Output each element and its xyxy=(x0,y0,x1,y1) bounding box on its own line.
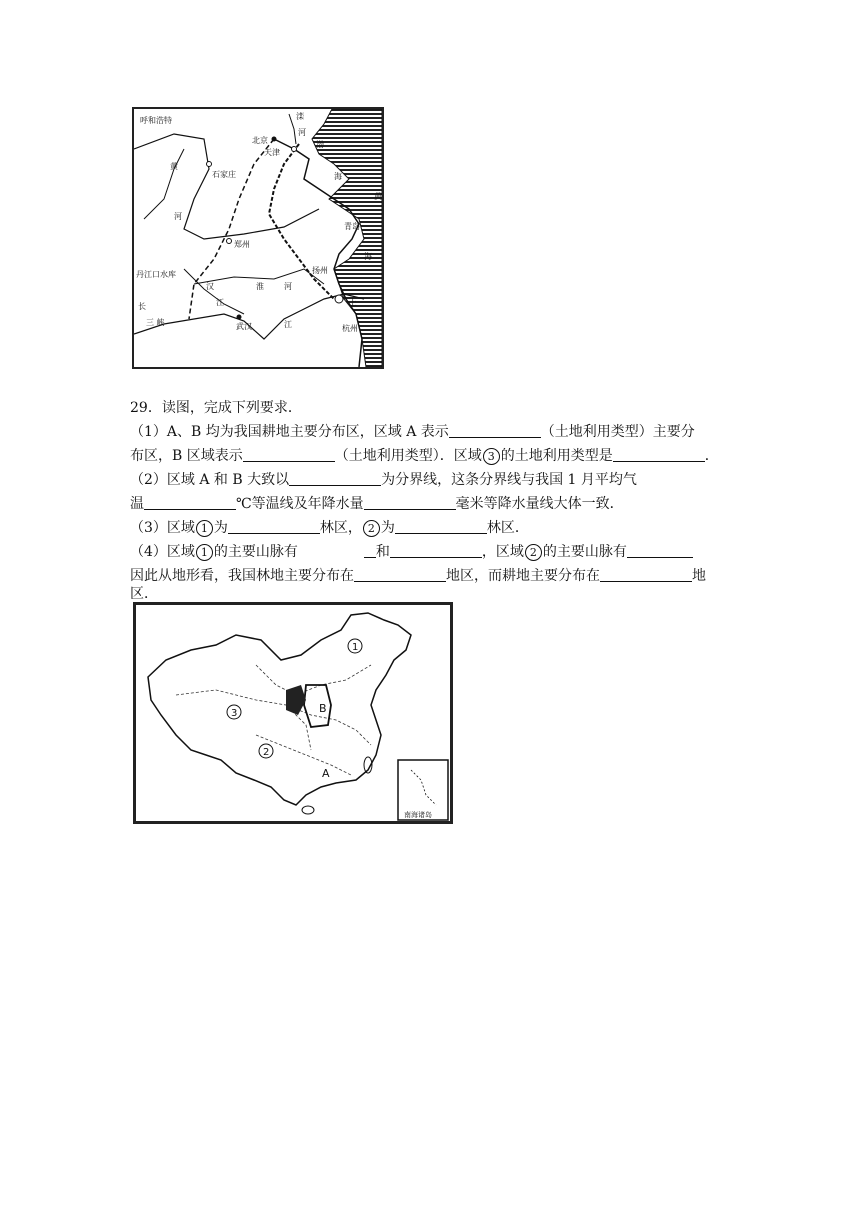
blank-q3-forest-1[interactable] xyxy=(228,518,320,534)
blank-q4-mountain-1[interactable] xyxy=(364,542,376,558)
q4-text-i: 区． xyxy=(130,586,158,602)
region-b-outline xyxy=(304,685,331,727)
circled-one: 1 xyxy=(196,520,213,537)
region-3-label: 3 xyxy=(231,708,238,719)
label-luan: 滦 xyxy=(296,112,304,121)
label-hai2: 海 xyxy=(364,252,372,261)
blank-q1-region-3[interactable] xyxy=(613,446,705,462)
region-a-label: A xyxy=(322,767,330,780)
q2-text-e: 毫米等降水量线大体一致． xyxy=(455,496,624,512)
q4-line-1 xyxy=(130,540,740,564)
blank-q2-boundary[interactable] xyxy=(289,470,381,486)
label-tianjin: 天津 xyxy=(264,148,280,157)
china-map-drawing xyxy=(136,605,450,821)
q3-text-a: （3）区域 xyxy=(130,520,195,536)
q3-text-b: 为 xyxy=(213,520,228,536)
q1-text-a: （1）A、B 均为我国耕地主要分布区，区域 A 表示 xyxy=(130,424,449,440)
circled-one-q4: 1 xyxy=(196,544,213,561)
question-stem: 读图，完成下列要求． xyxy=(161,400,302,416)
q4-text-b: 的主要山脉有 xyxy=(213,544,298,560)
q1-text-d: （土地利用类型）．区域 xyxy=(334,448,482,464)
blank-q3-forest-2[interactable] xyxy=(395,518,487,534)
q1-text-end: ． xyxy=(704,448,719,464)
q4-text-f: 因此从地形看，我国林地主要分布在 xyxy=(130,568,354,584)
label-yangzhou: 扬州 xyxy=(312,266,328,275)
q4-text-a: （4）区域 xyxy=(130,544,195,560)
gap-spacer xyxy=(298,543,364,558)
q3-line xyxy=(130,516,740,540)
label-shijiazhuang: 石家庄 xyxy=(212,170,236,179)
label-qingdao: 青岛 xyxy=(344,222,360,231)
beijing-dot xyxy=(272,137,277,142)
blank-q1-region-a[interactable] xyxy=(449,422,541,438)
label-han: 汉 xyxy=(206,282,214,291)
q2-line-2 xyxy=(130,492,740,516)
label-hohhot: 呼和浩特 xyxy=(140,116,172,125)
q3-text-e: 林区． xyxy=(486,520,529,536)
label-hangzhou: 杭州 xyxy=(342,324,358,333)
blank-q4-forest-terrain[interactable] xyxy=(354,566,446,582)
blank-q2-precipitation[interactable] xyxy=(364,494,456,510)
blank-q4-farm-terrain[interactable] xyxy=(600,566,692,582)
blank-q4-mountain-3[interactable] xyxy=(627,542,693,558)
china-outline xyxy=(148,613,411,805)
label-sanxia: 三 峡 xyxy=(146,318,165,327)
region-b-label: B xyxy=(319,702,327,715)
label-huang2: 黄 xyxy=(374,192,382,201)
middle-route xyxy=(189,139,274,319)
q1-text-b: （土地利用类型）主要分 xyxy=(540,424,695,440)
zhengzhou-dot xyxy=(227,239,232,244)
label-danjiangkou: 丹江口水库 xyxy=(136,270,176,279)
q1-line-1 xyxy=(130,420,740,444)
luan-river xyxy=(289,114,296,144)
label-chang: 长 xyxy=(138,302,146,311)
q4-text-c: 和 xyxy=(375,544,390,560)
q2-line-1 xyxy=(130,468,740,492)
hainan-island xyxy=(302,806,314,814)
east-route xyxy=(269,144,334,299)
label-hai1: 海 xyxy=(334,172,342,181)
blank-q4-mountain-2[interactable] xyxy=(390,542,482,558)
wuhan-dot xyxy=(237,315,242,320)
label-he1: 河 xyxy=(298,128,306,137)
china-land-use-map xyxy=(133,602,453,824)
question-stem-line xyxy=(130,396,740,420)
region-1-label: 1 xyxy=(352,642,359,653)
q1-text-c: 布区，B 区域表示 xyxy=(130,448,243,464)
q3-text-c: 林区， xyxy=(319,520,362,536)
label-jiang1: 江 xyxy=(216,298,224,307)
label-he2: 河 xyxy=(174,212,182,221)
label-wuhan: 武汉 xyxy=(236,322,252,331)
label-huang1: 黄 xyxy=(170,162,178,171)
q4-text-e: 的主要山脉有 xyxy=(542,544,627,560)
tianjin-dot xyxy=(292,147,297,152)
label-huai: 淮 xyxy=(256,282,264,291)
q1-line-2 xyxy=(130,444,740,468)
route-map-drawing xyxy=(134,109,382,367)
region-2-label: 2 xyxy=(263,747,270,758)
label-shang: 上 xyxy=(349,298,357,307)
label-he3: 河 xyxy=(284,282,292,291)
circled-three: 3 xyxy=(483,448,500,465)
label-beijing: 北京 xyxy=(252,136,268,145)
inset-label: 南海诸岛 xyxy=(404,811,432,819)
q2-text-d: ℃等温线及年降水量 xyxy=(236,496,364,512)
label-zhengzhou: 郑州 xyxy=(234,240,250,249)
shanghai-dot xyxy=(335,295,343,303)
route-map xyxy=(132,107,384,369)
q4-text-g: 地区，而耕地主要分布在 xyxy=(446,568,600,584)
yellow-river-west xyxy=(144,149,184,219)
question-number: 29． xyxy=(130,400,162,416)
q4-text-h: 地 xyxy=(692,568,706,584)
han-river xyxy=(184,269,244,314)
q3-text-d: 为 xyxy=(380,520,395,536)
blank-q1-region-b[interactable] xyxy=(243,446,335,462)
yangtze-river xyxy=(134,294,364,339)
q2-text-a: （2）区域 A 和 B 大致以 xyxy=(130,472,290,488)
q4-text-d: ，区域 xyxy=(481,544,524,560)
province-lines-2 xyxy=(256,665,371,695)
circled-two: 2 xyxy=(363,520,380,537)
loess-dark-zone xyxy=(286,685,306,715)
blank-q2-temperature[interactable] xyxy=(144,494,236,510)
circled-two-q4: 2 xyxy=(525,544,542,561)
q2-text-b: 为分界线，这条分界线与我国 1 月平均气 xyxy=(381,472,637,488)
label-bo: 渤 xyxy=(316,140,324,149)
q1-text-e: 的土地利用类型是 xyxy=(500,448,613,464)
label-jiang2: 江 xyxy=(284,320,292,329)
shijiazhuang-dot xyxy=(207,162,212,167)
q2-text-c: 温 xyxy=(130,496,144,512)
